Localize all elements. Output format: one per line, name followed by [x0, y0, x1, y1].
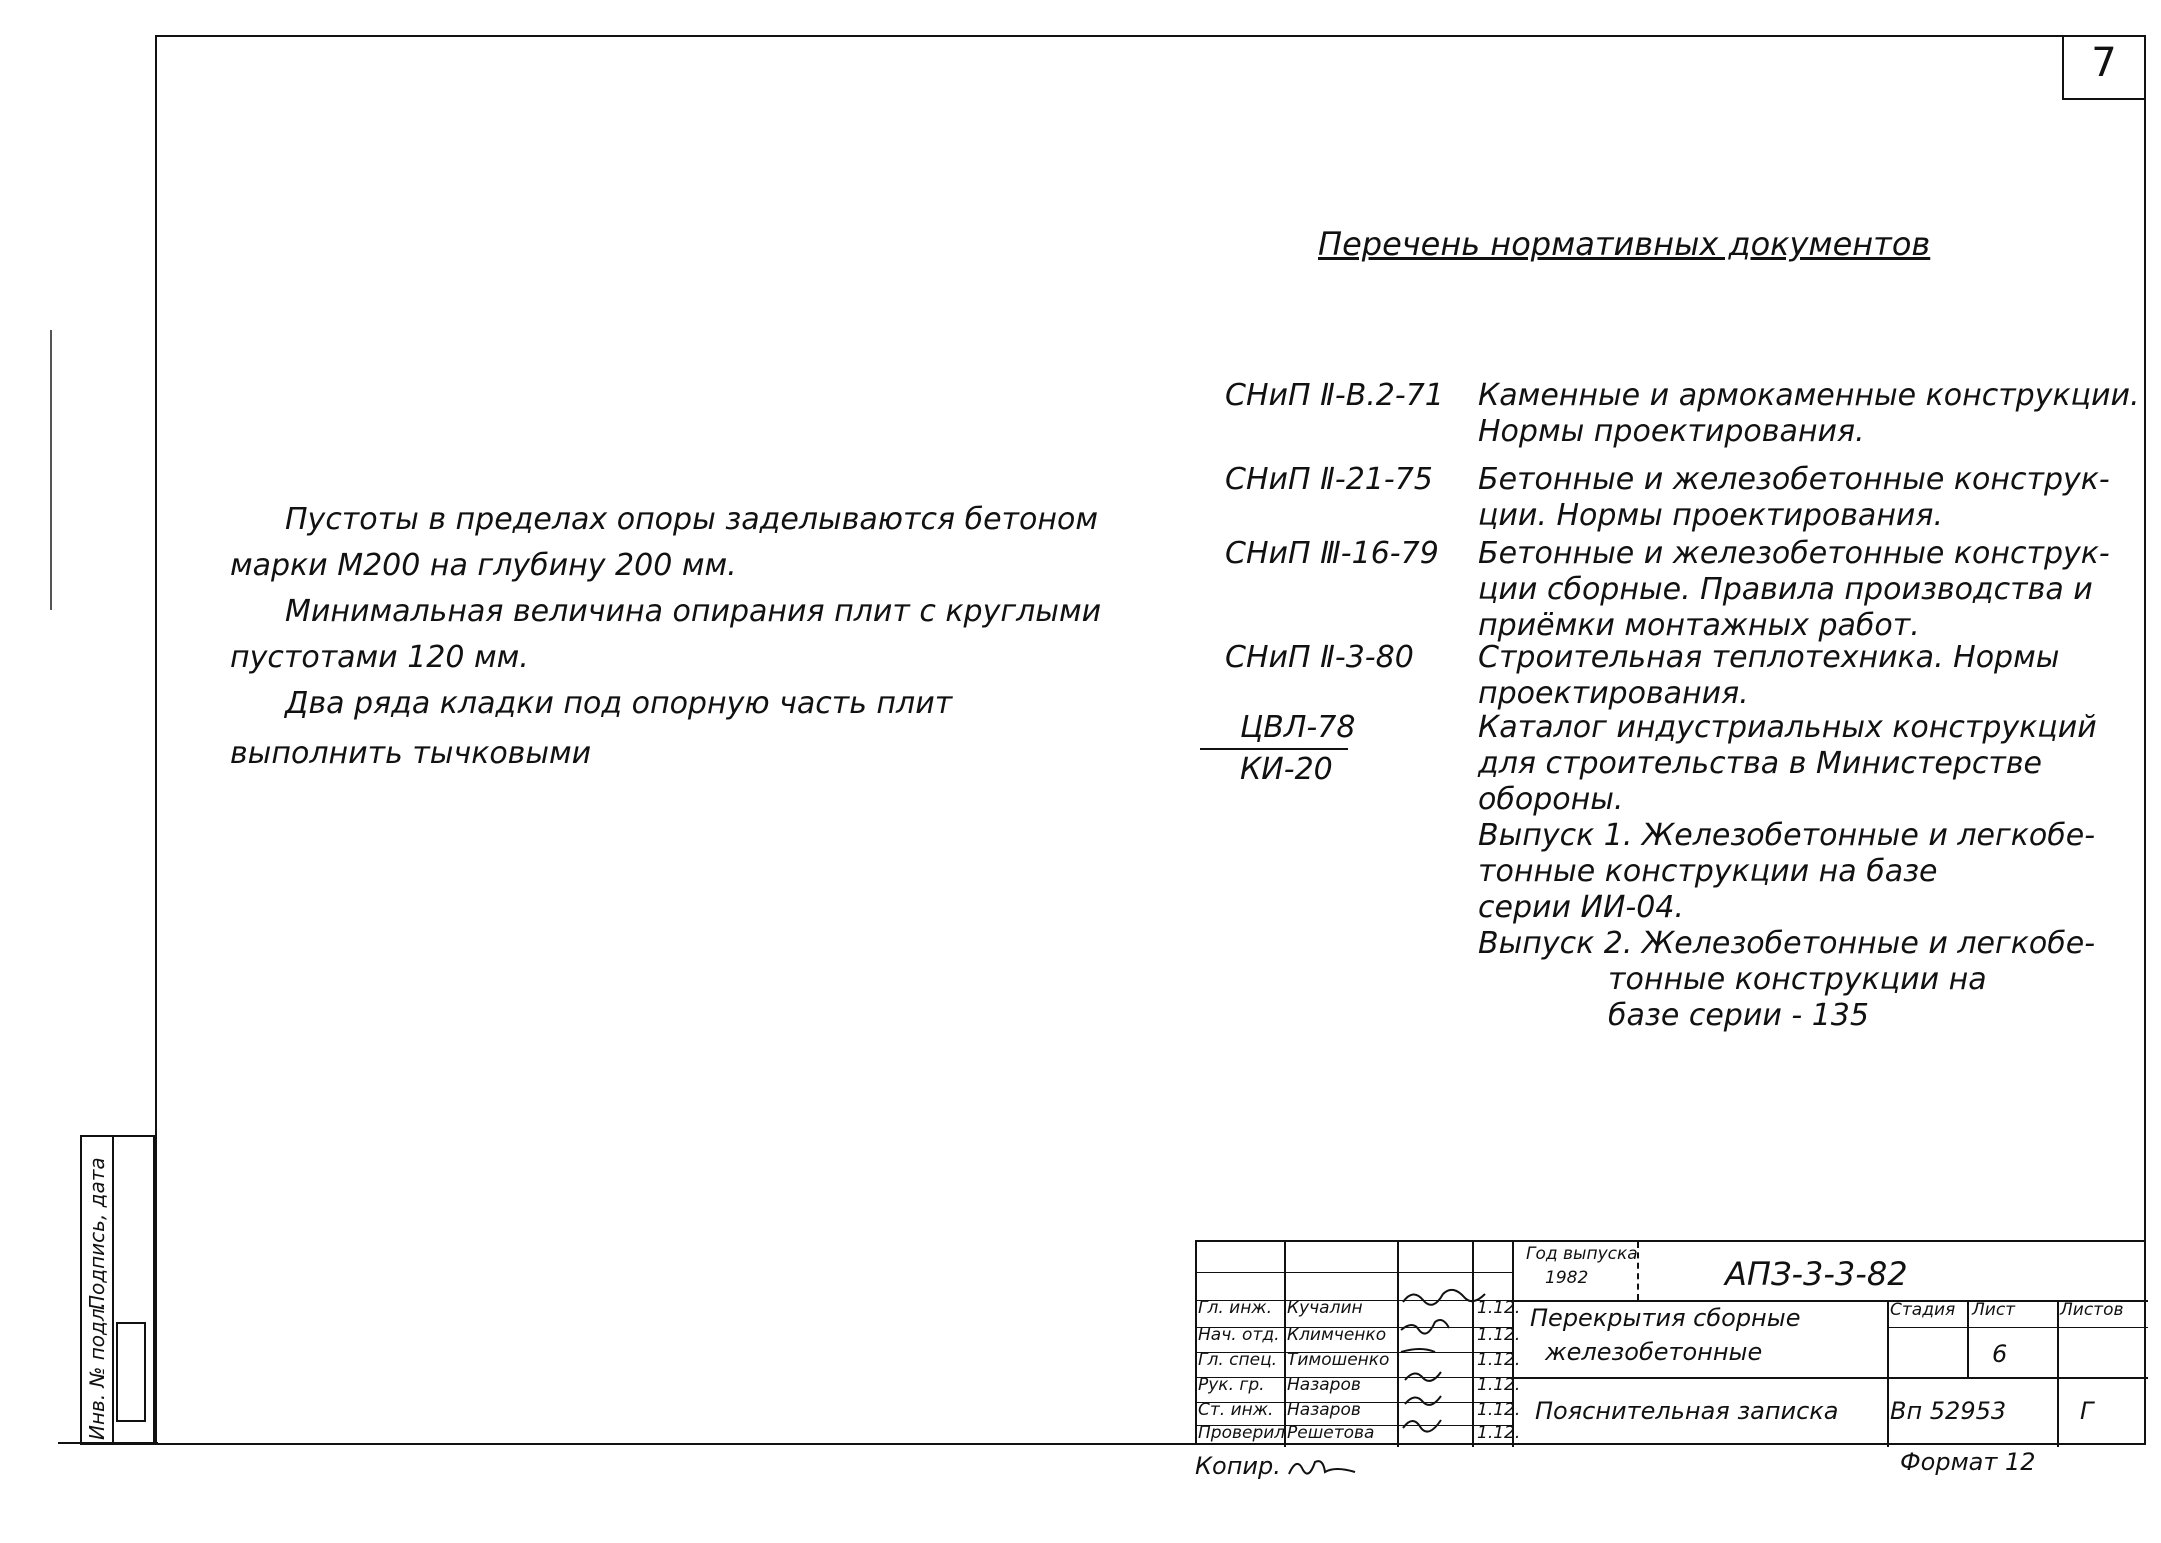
stamp-date: 1.12.	[1477, 1298, 1521, 1318]
sheet-number: 7	[2091, 40, 2117, 86]
organization: Г	[2080, 1397, 2094, 1425]
stamp-date: 1.12.	[1477, 1400, 1521, 1420]
stamp-date: 1.12.	[1477, 1375, 1521, 1395]
note-line: Пустоты в пределах опоры заделываются бетоном	[285, 502, 1098, 537]
inventory-label: Инв. № подл.	[85, 1302, 109, 1440]
doc-desc: Бетонные и железобетонные конструк- ции сборные. Правила производства и приёмки монтажных работ.	[1478, 536, 2110, 643]
document-list-title: Перечень нормативных документов	[1318, 225, 1931, 263]
doc-code-top: ЦВЛ-78	[1240, 710, 1356, 745]
stamp-name: Тимошенко	[1287, 1350, 1390, 1370]
stamp-date: 1.12.	[1477, 1325, 1521, 1345]
stamp-name: Кучалин	[1287, 1298, 1363, 1318]
stamp-role: Гл. спец.	[1198, 1350, 1278, 1370]
note-line: Два ряда кладки под опорную часть плит	[285, 686, 953, 721]
doc-name: Пояснительная записка	[1535, 1397, 1839, 1425]
format-label: Формат 12	[1900, 1448, 2036, 1476]
stamp-name: Назаров	[1287, 1375, 1361, 1395]
copied-label: Копир.	[1195, 1452, 1281, 1480]
doc-desc: Бетонные и железобетонные конструк- ции. Нормы проектирования.	[1478, 462, 2110, 533]
object-line: железобетонные	[1545, 1338, 1763, 1366]
stamp-role: Нач. отд.	[1198, 1325, 1280, 1345]
doc-desc: Каменные и армокаменные конструкции. Нормы проектирования.	[1478, 378, 2140, 449]
doc-desc: Строительная теплотехника. Нормы проектирования.	[1478, 640, 2060, 711]
signature-date-label: Подпись, дата	[85, 1157, 109, 1310]
sheets-label: Листов	[2060, 1300, 2124, 1320]
note-line: выполнить тычковыми	[230, 736, 592, 771]
doc-code: СНиП Ⅱ-3-80	[1225, 640, 1414, 675]
doc-code-bottom: КИ-20	[1240, 752, 1333, 787]
document-code: АПЗ-3-3-82	[1725, 1255, 1908, 1293]
stamp-date: 1.12.	[1477, 1423, 1521, 1443]
sheet-label: Лист	[1972, 1300, 2016, 1320]
note-line: марки М200 на глубину 200 мм.	[230, 548, 737, 583]
doc-code: СНиП Ⅲ-16-79	[1225, 536, 1439, 571]
stage-label: Стадия	[1890, 1300, 1956, 1320]
stamp-role: Рук. гр.	[1198, 1375, 1265, 1395]
doc-desc: Каталог индустриальных конструкций для строительства в Министерстве обороны. Выпуск 1. Железобетонные и легкобе- тонные конструкции на базе серии ИИ-04. Выпуск 2. Железобетонные и легкобе- тонные конструкции на базе серии - 135	[1478, 710, 2097, 1033]
stamp-name: Климченко	[1287, 1325, 1387, 1345]
doc-code: СНиП Ⅱ-21-75	[1225, 462, 1433, 497]
sheet-value: 6	[1992, 1340, 2008, 1368]
stamp-date: 1.12.	[1477, 1350, 1521, 1370]
stamp-role: Проверил	[1198, 1423, 1286, 1443]
note-line: пустотами 120 мм.	[230, 640, 529, 675]
stamp-name: Решетова	[1287, 1423, 1375, 1443]
note-line: Минимальная величина опирания плит с круглыми	[285, 594, 1102, 629]
stamp-role: Гл. инж.	[1198, 1298, 1273, 1318]
year-label: Год выпуска	[1526, 1244, 1638, 1264]
fraction-line	[1200, 748, 1348, 750]
strip-cell	[116, 1322, 146, 1422]
stamp-role: Ст. инж.	[1198, 1400, 1274, 1420]
stamp-name: Назаров	[1287, 1400, 1361, 1420]
doc-code: СНиП Ⅱ-В.2-71	[1225, 378, 1444, 413]
inventory-number: Вп 52953	[1890, 1397, 2007, 1425]
copier-signature	[1285, 1452, 1365, 1482]
margin-tick	[50, 330, 52, 610]
object-line: Перекрытия сборные	[1530, 1304, 1801, 1332]
year: 1982	[1545, 1268, 1589, 1288]
